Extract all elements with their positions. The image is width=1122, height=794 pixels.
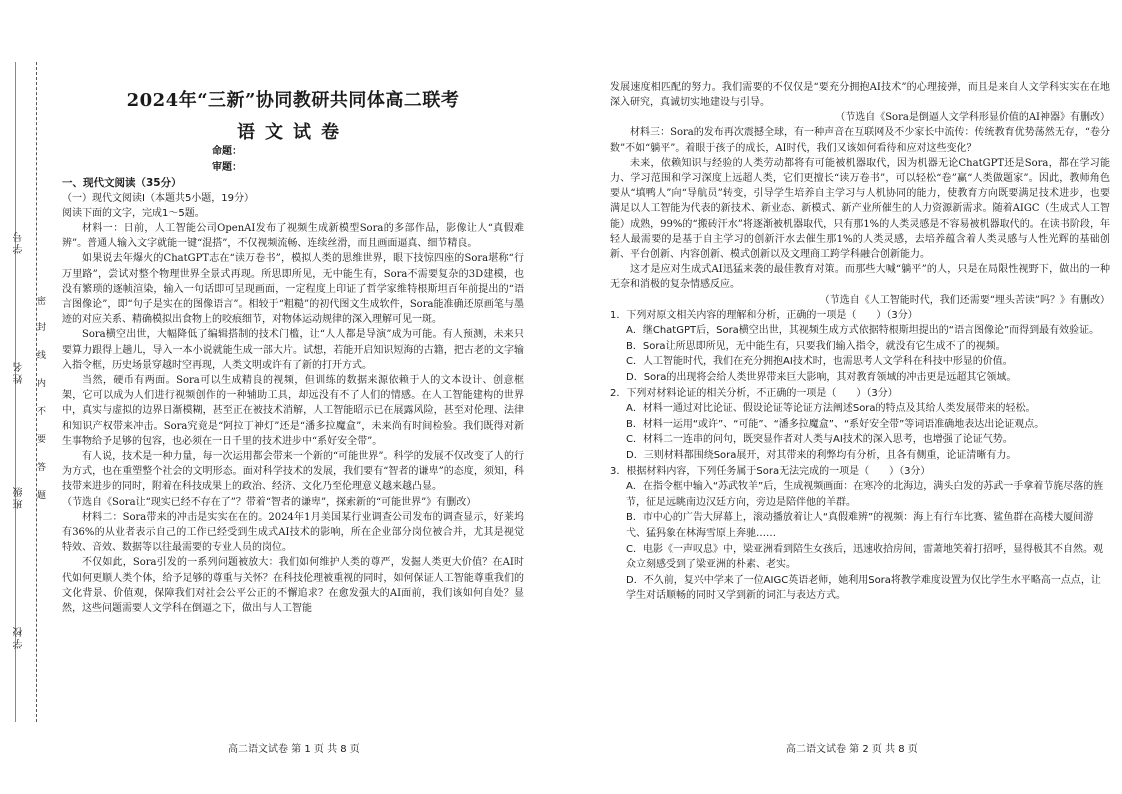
answer-option: C．人工智能时代，我们在充分拥抱AI技术时，也需思考人文学科在科技中形显的价值。	[626, 356, 1013, 368]
answer-option: B．市中心的广告大屏幕上，滚动播放着让人“真假难辨”的视频：海上有行车比赛、鲨鱼群在高楼大厦间游弋、猛犸象在林海雪原上奔驰……	[626, 512, 1094, 539]
material-paragraph: 不仅如此，Sora引发的一系列问题被放大：我们如何维护人类的尊严，发掘人类更大价值？在AI时代如何更顺人类个体，给予足够的尊重与关怀？在科技伦理被重视的同时，如何保证人工智能尊重我们的文化背景、价值观，保障我们对社会公平公正的不懈追求？在愈发强大的AI面前，我们该如何自处？显然，这些问题需要人文学科在倒逼之下，做出与人工智能	[62, 557, 524, 615]
section-heading: 一、现代文阅读（35分）	[62, 177, 182, 189]
page-1	[62, 0, 524, 616]
seal-char: 封	[37, 323, 47, 333]
seal-char: 密	[37, 297, 47, 307]
material-paragraph: Sora横空出世，大幅降低了编辑搭制的技术门槛，让“人人都是导演”成为可能。有人预测，未来只要算力跟得上趟儿，导入一本小说就能生成一部大片。试想，若能开启知识短海的古籍，把古老的文字输入指令框，历史场景穿越时空再现，人类文明或许有了新的打开方式。	[62, 329, 524, 371]
material-paragraph: 材料三：Sora的发布再次震撼全球，有一种声音在互联网及不少家长中流传：传统教育优势荡然无存，“卷分数”不如“躺平”。着眼于孩子的成长，AI时代，我们又该如何看待和应对这些变化？	[610, 127, 1110, 154]
binding-dashed-line	[36, 62, 37, 722]
seal-char: 不	[37, 407, 47, 417]
material-paragraph: 这才是应对生成式AI迅猛来袭的最佳教育对策。而那些大喊“躺平”的人，只是在局限性视野下，做出的一种无奈和消极的复杂情感反应。	[610, 264, 1110, 291]
answer-option: B．Sora让所思即所见，无中能生有，只要我们输入指令，就没有它生成不了的视频。	[626, 340, 1006, 352]
exam-title: 2024年“三新”协同教研共同体高二联考	[126, 90, 460, 111]
source-note: （节选自《Sora是倒逼人文学科形显价值的AI神器》有删改）	[835, 112, 1110, 124]
answer-option: A．在指令框中输入“苏武牧羊”后，生成视频画面：在寒冷的北海边，满头白发的苏武一手拿着节旄尽落的旌节，征足远眺南边汉廷方向，旁边是陪伴他的羊群。	[626, 481, 1104, 508]
binding-solid-line	[15, 62, 16, 722]
seal-char: 要	[37, 435, 47, 445]
material-paragraph: 如果说去年爆火的ChatGPT志在“读万卷书”，模拟人类的思维世界，眼下技惊四座的Sora堪称“行万里路”，尝试对整个物理世界全景式再现。所思即所见，无中能生有，Sora不需要复杂的3D建模，也没有繁琐的逐帧渲染，输入一句话即可呈现画面，一定程度上印证了哲学家维特根斯坦百年前提出的“语言图像论”，即“句子是实在的图像语言”。相较于“粗糙”的初代图文生成软件，Sora能准确还原画笔与墨迹的对应关系、精确模拟出食物上的咬痕细节，对物体运动规律的深入理解可见一斑。	[62, 253, 524, 326]
answer-option: D．Sora的出现将会给人类世界带来巨大影响，其对教育领域的冲击更是远超其它领域。	[626, 372, 1017, 384]
reviewer-label: 审题：	[212, 162, 242, 173]
school-label: 学校	[14, 625, 25, 649]
material-paragraph: 未来，依赖知识与经验的人类劳动都将有可能被机器取代，因为机器无论ChatGPT还是Sora，都在学习能力、学习范围和学习深度上远超人类，它们更擅长“读万卷书”，可以轻松“卷”赢“人类做题家”。因此，教师角色要从“填鸭人”向“导航员”转变，引导学生培养自主学习与人机协同的能力，使教育方向既要满足技术进步，也要满足以人工智能为代表的新技术、新业态、新模式、新产业所催生的人力资源新需求。随着AIGC（生成式人工智能）成熟，99%的“搬砖汗水”将逐渐被机器取代，只有那1%的人类灵感是不容易被机器取代的。在读书阶段，年轻人最需要的是基于自主学习的创新汗水去催生那1%的人类灵感，去培养蕴含着人类灵感与人性光辉的基础创新、平台创新、内容创新、模式创新以及文理商工跨学科融合创新能力。	[610, 157, 1110, 261]
material-paragraph: 材料二：Sora带来的冲击是实实在在的。2024年1月美国某行业调查公司发布的调查显示，好莱坞有36%的从业者表示自己的工作已经受到生成式AI技术的影响，所在企业部分岗位被合并，尤其是视觉特效、音效、数据等以往最需要的专业人员的岗位。	[62, 511, 524, 554]
proposer-label: 命题：	[212, 146, 242, 157]
seal-char: 内	[37, 379, 47, 389]
name-label: 姓名	[14, 360, 25, 384]
seal-char: 线	[37, 351, 47, 361]
answer-option: B．材料一运用“或许”、“可能”、“潘多拉魔盒”、“系好安全带”等词语准确地表达出论证观点。	[626, 418, 1045, 430]
source-note: （节选自《人工智能时代，我们还需要“埋头苦读”吗？》有删改）	[819, 294, 1110, 306]
page-1-footer: 高二语文试卷 第 1 页 共 8 页	[228, 744, 360, 755]
material-paragraph: 有人说，技术是一种力量，每一次运用都会带来一个新的“可能世界”。科学的发展不仅改变了人的行为方式，也在重塑整个社会的文明形态。面对科学技术的发展，我们要有“智者的谦卑”的态度，须知，科技带来进步的同时，附着在科技成果上的政治、经济、文化乃至伦理意义越来越凸显。	[62, 451, 524, 493]
subsection-heading: （一）现代文阅读Ⅰ（本题共5小题，19分）	[62, 193, 255, 204]
answer-option: C．材料二一连串的问句，既突显作者对人类与AI技术的深入思考，也增强了论证气势。	[626, 434, 1013, 446]
material-paragraph: 当然，硬币有两面。Sora可以生成精良的视频，但训练的数据来源依赖于人的文本设计、创意框架，它可以成为人们进行视频创作的一种辅助工具，却远没有不了人们的情感。在人工智能建构的世界中，真实与虚拟的边界日渐模糊，甚至正在被技术消解，人工智能昭示已在展露风险，甚至对伦理、法律和知识产权带来冲击。Sora究竟是“阿拉丁神灯”还是“潘多拉魔盒”，未来尚有时间检验。我们既得对新生事物给予足够的包容，也必须在一日千里的技术进步中“系好安全带”。	[62, 375, 524, 447]
answer-option: A．继ChatGPT后，Sora横空出世，其视频生成方式依据特根斯坦提出的“语言图像论”而得到最有效验证。	[626, 325, 1100, 337]
answer-option: C．电影《一声叹息》中，梁亚洲看到陪生女孩后，迅速收拾房间，雷萧地笑着打招呼，显得极其不自然。观众立刻感受到了梁亚洲的朴素、老实。	[626, 543, 1103, 571]
answer-option: A．材料一通过对比论证、假设论证等论证方法阐述Sora的特点及其给人类发展带来的轻松。	[626, 403, 1036, 415]
exam-subtitle: 语文试卷	[237, 122, 349, 143]
seal-char: 题	[37, 491, 47, 501]
question-stem: 1．下列对原文相关内容的理解和分析，正确的一项是（ ）（3分）	[610, 309, 918, 321]
answer-option: D．不久前，复兴中学来了一位AIGC英语老师，她利用Sora将教学难度设置为仅比学生水平略高一点点，让学生对话顺畅的同时又学到新的词汇与表达方式。	[626, 574, 1101, 602]
page-2	[610, 80, 1110, 604]
student-id-label: 学号	[14, 230, 25, 254]
question-stem: 2．下列对材料论证的相关分析，不正确的一项是（ ）（3分）	[610, 387, 898, 399]
material-paragraph: 发展速度相匹配的努力。我们需要的不仅仅是“要充分拥抱AI技术”的心理接弹，而且是来自人文学科实实在在地深入研究，真诚切实地建设与引导。	[610, 82, 1110, 109]
answer-option: D．三则材料都围绕Sora展开，对其带来的利弊均有分析，且各有侧重，论证清晰有力。	[626, 449, 1017, 461]
seal-char: 答	[37, 463, 47, 473]
reading-instruction: 阅读下面的文字，完成1～5题。	[62, 208, 205, 219]
material-paragraph: 材料一：日前，人工智能公司OpenAI发布了视频生成新模型Sora的多部作品，影像让人“真假难辨”。普通人输入文字就能一键“混搭”，不仅视频流畅、连续丝滑，而且画面逼真、细节精良。	[62, 223, 524, 250]
source-note: （节选自《Sora让“现实已经不存在了”？带着“智者的谦卑”，探索新的“可能世界”》有删改）	[62, 496, 477, 508]
page-2-footer: 高二语文试卷 第 2 页 共 8 页	[786, 744, 918, 755]
binding-strip	[0, 0, 62, 794]
question-stem: 3．根据材料内容，下列任务属于Sora无法完成的一项是（ ）（3分）	[610, 465, 931, 477]
class-label: 班级	[14, 485, 25, 509]
